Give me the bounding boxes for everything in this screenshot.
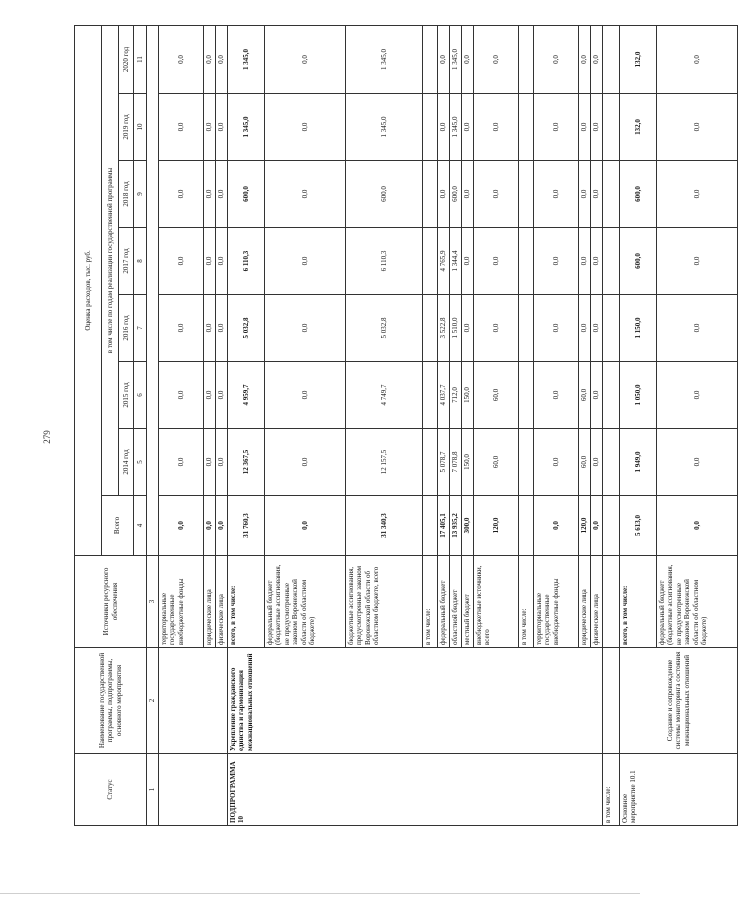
value-cell: 0,0 [204, 228, 216, 295]
value-cell: 60,0 [474, 362, 519, 429]
value-cell: 0,0 [591, 496, 603, 556]
value-cell: 600,0 [620, 161, 657, 228]
value-cell: 60,0 [579, 362, 591, 429]
value-cell: 1 345,0 [346, 94, 423, 161]
value-cell: 600,0 [620, 228, 657, 295]
value-cell: 0,0 [657, 25, 738, 93]
value-cell: 0,0 [462, 295, 474, 362]
value-cell: 0,0 [438, 25, 450, 93]
value-cell: 0,0 [462, 228, 474, 295]
value-cell: 5 032,8 [346, 295, 423, 362]
value-cell: 150,0 [462, 362, 474, 429]
source-cell: областной бюджет [450, 556, 462, 648]
source-cell: в том числе: [423, 556, 438, 648]
value-cell: 13 935,2 [450, 496, 462, 556]
value-cell: 0,0 [657, 94, 738, 161]
value-cell: 0,0 [591, 94, 603, 161]
value-cell: 0,0 [204, 295, 216, 362]
value-cell: 0,0 [204, 496, 216, 556]
header-status: Статус [75, 754, 147, 826]
value-cell: 3 522,8 [438, 295, 450, 362]
name-cell: Укрепление гражданского единства и гармонизация межнациональных отношений [228, 648, 603, 754]
header-year: 2020 год [119, 25, 134, 93]
header-name: Наименование государственной программы, подпрограммы, основного мероприятия [75, 648, 147, 754]
header-year: 2016 год [119, 295, 134, 362]
budget-table-rotated [74, 26, 708, 826]
value-cell: 1 345,0 [228, 94, 265, 161]
value-cell: 132,0 [620, 25, 657, 93]
name-cell: Создание и сопровождение системы мониторинга состояния межнациональных отношений [620, 648, 738, 754]
value-cell: 0,0 [462, 94, 474, 161]
header-year: 2019 год [119, 94, 134, 161]
value-cell: 0,0 [216, 496, 228, 556]
value-cell: 6 110,3 [346, 228, 423, 295]
value-cell: 132,0 [620, 94, 657, 161]
col-index: 1 [147, 754, 159, 826]
col-index: 9 [134, 161, 147, 228]
value-cell: 12 367,5 [228, 429, 265, 496]
value-cell: 0,0 [579, 295, 591, 362]
value-cell: 60,0 [579, 429, 591, 496]
value-cell: 6 110,3 [228, 228, 265, 295]
value-cell: 0,0 [657, 496, 738, 556]
value-cell: 150,0 [462, 429, 474, 496]
value-cell: 0,0 [474, 94, 519, 161]
value-cell: 0,0 [204, 362, 216, 429]
value-cell: 0,0 [265, 362, 346, 429]
value-cell: 0,0 [159, 25, 204, 93]
source-cell: местный бюджет [462, 556, 474, 648]
value-cell: 1 949,0 [620, 429, 657, 496]
value-cell: 0,0 [657, 429, 738, 496]
source-cell: в том числе: [519, 556, 534, 648]
value-cell: 0,0 [474, 295, 519, 362]
value-cell: 0,0 [534, 429, 579, 496]
value-cell: 1 050,0 [620, 362, 657, 429]
header-sources: Источники ресурсного обеспечения [75, 556, 147, 648]
value-cell: 0,0 [657, 295, 738, 362]
value-cell: 0,0 [534, 362, 579, 429]
value-cell: 0,0 [216, 25, 228, 93]
value-cell: 0,0 [591, 25, 603, 93]
value-cell: 1 345,0 [450, 25, 462, 93]
value-cell: 0,0 [534, 228, 579, 295]
value-cell: 0,0 [216, 362, 228, 429]
value-cell: 0,0 [159, 161, 204, 228]
value-cell: 0,0 [534, 161, 579, 228]
value-cell: 0,0 [204, 429, 216, 496]
value-cell: 0,0 [591, 295, 603, 362]
value-cell: 0,0 [204, 25, 216, 93]
scan-edge-line [0, 893, 640, 894]
value-cell: 0,0 [204, 94, 216, 161]
value-cell: 0,0 [534, 25, 579, 93]
value-cell: 0,0 [216, 295, 228, 362]
col-index: 7 [134, 295, 147, 362]
value-cell: 600,0 [450, 161, 462, 228]
col-index: 8 [134, 228, 147, 295]
value-cell: 1 345,0 [346, 25, 423, 93]
value-cell: 0,0 [265, 161, 346, 228]
value-cell: 0,0 [159, 228, 204, 295]
source-cell: всего, в том числе: [620, 556, 657, 648]
value-cell: 1 344,4 [450, 228, 462, 295]
header-estimate: Оценка расходов, тыс. руб. [75, 25, 102, 555]
value-cell: 31 340,3 [346, 496, 423, 556]
value-cell: 300,0 [462, 496, 474, 556]
value-cell: 1 510,0 [450, 295, 462, 362]
value-cell: 4 765,9 [438, 228, 450, 295]
value-cell: 4 749,7 [346, 362, 423, 429]
source-cell: физические лица [591, 556, 603, 648]
value-cell: 0,0 [462, 25, 474, 93]
value-cell: 0,0 [657, 161, 738, 228]
value-cell: 0,0 [265, 228, 346, 295]
header-year: 2014 год [119, 429, 134, 496]
value-cell: 0,0 [591, 429, 603, 496]
budget-table [74, 25, 738, 826]
value-cell: 0,0 [579, 161, 591, 228]
value-cell: 0,0 [216, 429, 228, 496]
value-cell: 4 037,7 [438, 362, 450, 429]
value-cell: 0,0 [534, 94, 579, 161]
value-cell: 0,0 [474, 228, 519, 295]
col-index: 11 [134, 25, 147, 93]
value-cell: 600,0 [228, 161, 265, 228]
value-cell: 0,0 [579, 228, 591, 295]
value-cell: 0,0 [591, 228, 603, 295]
source-cell: бюджетные ассигнования, предусмотренные законом Воронежской области об областном бюджете, всего [346, 556, 423, 648]
header-by-years: в том числе по годам реализации государственной программы [102, 25, 119, 495]
value-cell: 0,0 [534, 496, 579, 556]
value-cell: 0,0 [204, 161, 216, 228]
value-cell: 1 345,0 [450, 94, 462, 161]
value-cell: 5 032,8 [228, 295, 265, 362]
source-cell: юридические лица [579, 556, 591, 648]
value-cell: 120,0 [474, 496, 519, 556]
value-cell: 0,0 [265, 295, 346, 362]
value-cell: 712,0 [450, 362, 462, 429]
header-total: Всего [102, 496, 134, 556]
value-cell: 0,0 [265, 94, 346, 161]
status-cell: ПОДПРОГРАММА 10 [228, 754, 603, 826]
header-year: 2018 год [119, 161, 134, 228]
source-cell: юридические лица [204, 556, 216, 648]
value-cell: 0,0 [462, 161, 474, 228]
value-cell: 0,0 [159, 94, 204, 161]
value-cell: 0,0 [579, 94, 591, 161]
value-cell: 0,0 [591, 362, 603, 429]
value-cell: 0,0 [657, 228, 738, 295]
source-cell: физические лица [216, 556, 228, 648]
value-cell: 0,0 [474, 161, 519, 228]
col-index: 2 [147, 648, 159, 754]
value-cell: 17 405,1 [438, 496, 450, 556]
value-cell: 0,0 [265, 496, 346, 556]
value-cell: 1 345,0 [228, 25, 265, 93]
status-cell: в том числе: [603, 754, 620, 826]
value-cell: 0,0 [216, 161, 228, 228]
col-index: 6 [134, 362, 147, 429]
value-cell: 600,0 [346, 161, 423, 228]
value-cell: 7 078,8 [450, 429, 462, 496]
page-number: 279 [41, 430, 52, 444]
value-cell: 0,0 [657, 362, 738, 429]
source-cell: территориальные государственные внебюджетные фонды [159, 556, 204, 648]
col-index: 5 [134, 429, 147, 496]
value-cell: 0,0 [159, 429, 204, 496]
source-cell: территориальные государственные внебюджетные фонды [534, 556, 579, 648]
value-cell: 0,0 [265, 429, 346, 496]
source-cell: внебюджетные источники, всего [474, 556, 519, 648]
value-cell: 1 150,0 [620, 295, 657, 362]
value-cell: 0,0 [159, 295, 204, 362]
col-index: 10 [134, 94, 147, 161]
value-cell: 4 959,7 [228, 362, 265, 429]
value-cell: 0,0 [216, 94, 228, 161]
value-cell: 0,0 [438, 94, 450, 161]
value-cell: 60,0 [474, 429, 519, 496]
value-cell: 0,0 [591, 161, 603, 228]
source-cell: федеральный бюджет [438, 556, 450, 648]
value-cell: 0,0 [159, 496, 204, 556]
value-cell: 0,0 [438, 161, 450, 228]
value-cell: 0,0 [216, 228, 228, 295]
value-cell: 31 760,3 [228, 496, 265, 556]
value-cell: 0,0 [534, 295, 579, 362]
header-year: 2015 год [119, 362, 134, 429]
source-cell: всего, в том числе: [228, 556, 265, 648]
value-cell: 0,0 [159, 362, 204, 429]
header-year: 2017 год [119, 228, 134, 295]
value-cell: 12 157,5 [346, 429, 423, 496]
value-cell: 0,0 [265, 25, 346, 93]
value-cell: 0,0 [474, 25, 519, 93]
value-cell: 5 078,7 [438, 429, 450, 496]
value-cell: 5 613,0 [620, 496, 657, 556]
value-cell: 120,0 [579, 496, 591, 556]
col-index: 4 [134, 496, 147, 556]
value-cell: 0,0 [579, 25, 591, 93]
col-index: 3 [147, 556, 159, 648]
status-cell: Основное мероприятие 10.1 [620, 754, 738, 826]
source-cell: федеральный бюджет (бюджетные ассигнования, не предусмотренные законом Воронежской области об областном бюджете) [657, 556, 738, 648]
source-cell: федеральный бюджет (бюджетные ассигнования, не предусмотренные законом Воронежской области об областном бюджете) [265, 556, 346, 648]
